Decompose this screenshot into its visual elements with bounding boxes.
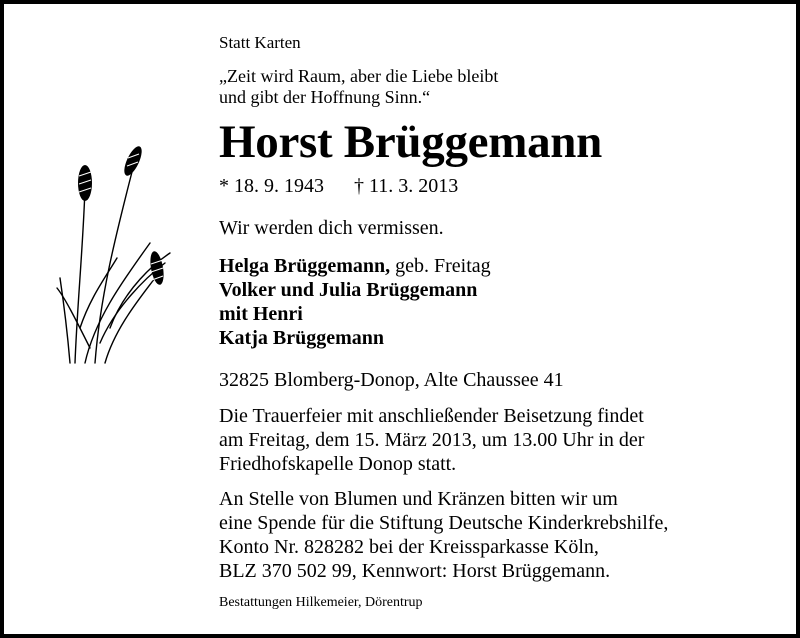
funeral-line: Friedhofskapelle Donop statt. [219,453,457,475]
family-line [219,254,491,278]
life-dates [219,175,459,198]
donation-line: BLZ 370 502 99, Kennwort: Horst Brüggemann. [219,560,611,582]
maiden-name: geb. Freitag [390,255,491,277]
donation-line: An Stelle von Blumen und Kränzen bitten wir um [219,488,618,510]
funeral-home: Bestattungen Hilkemeier, Dörentrup [219,595,423,610]
family-list [219,254,491,350]
funeral-info [219,404,644,476]
wheat-ears-icon [55,128,175,368]
funeral-line: Die Trauerfeier mit anschließender Beisetzung findet [219,405,644,427]
family-line: Volker und Julia Brüggemann [219,279,478,301]
quote-line: „Zeit wird Raum, aber die Liebe bleibt [219,66,499,86]
quote [219,66,498,108]
birth-date: * 18. 9. 1943 [219,175,324,197]
quote-line: und gibt der Hoffnung Sinn.“ [219,87,431,107]
deceased-name: Horst Brüggemann [219,116,602,168]
farewell-text: Wir werden dich vermissen. [219,217,444,239]
family-name: Helga Brüggemann, [219,255,391,277]
death-date: † 11. 3. 2013 [354,175,459,197]
donation-line: Konto Nr. 828282 bei der Kreissparkasse Köln, [219,536,599,558]
funeral-line: am Freitag, dem 15. März 2013, um 13.00 Uhr in der [219,429,645,451]
header-text: Statt Karten [219,33,301,52]
family-line: Katja Brüggemann [219,327,384,349]
donation-info [219,487,668,583]
address: 32825 Blomberg-Donop, Alte Chaussee 41 [219,369,564,391]
donation-line: eine Spende für die Stiftung Deutsche Kinderkrebshilfe, [219,512,669,534]
family-line: mit Henri [219,303,303,325]
